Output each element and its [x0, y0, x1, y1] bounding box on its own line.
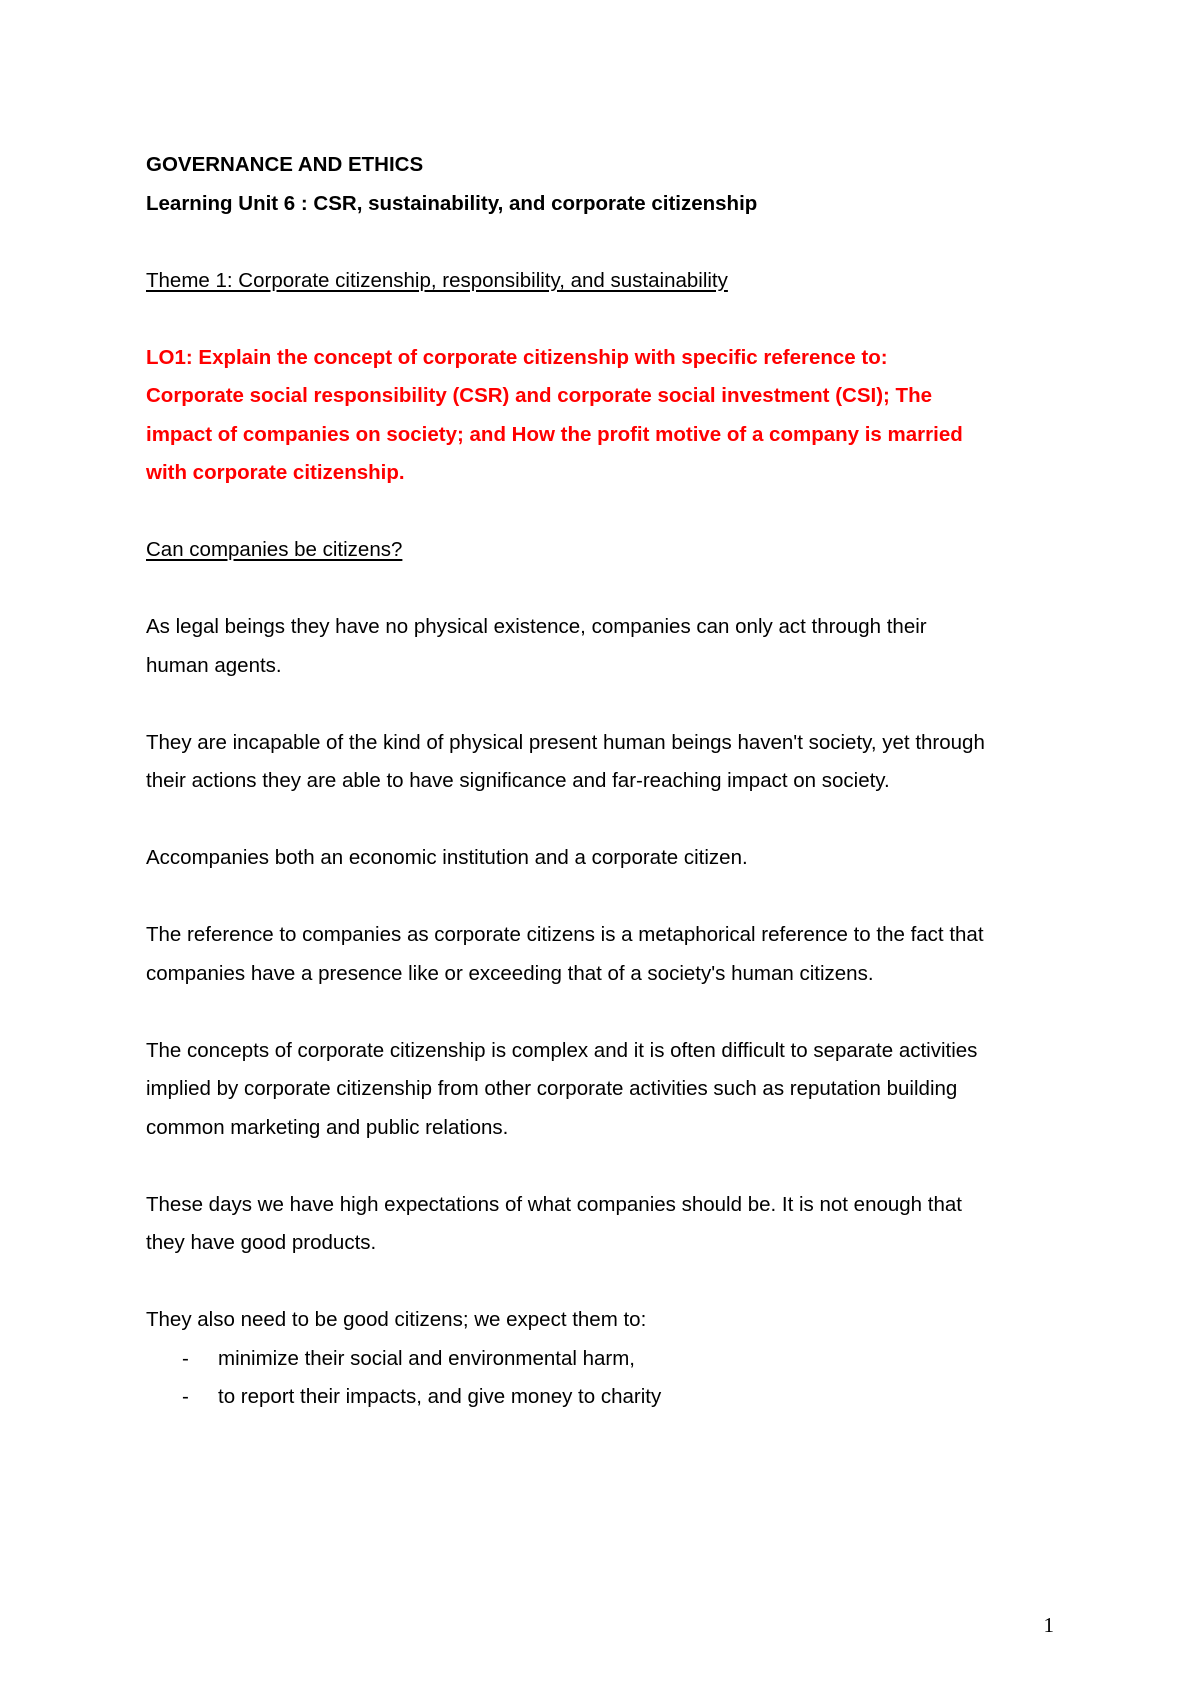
document-content — [146, 146, 1071, 1417]
paragraph — [146, 1301, 1071, 1340]
objective-line: Corporate social responsibility (CSR) and corporate social investment (CSI); The — [146, 384, 932, 407]
paragraph-line: The reference to companies as corporate citizens is a metaphorical reference to the fact that — [146, 923, 984, 946]
paragraph — [146, 839, 1071, 878]
paragraph — [146, 1186, 1071, 1263]
paragraph-line: their actions they are able to have significance and far-reaching impact on society. — [146, 769, 890, 792]
paragraph-line: As legal beings they have no physical existence, companies can only act through their — [146, 615, 927, 638]
learning-objective — [146, 339, 1071, 493]
paragraph-line: human agents. — [146, 653, 282, 677]
paragraph-line: they have good products. — [146, 1231, 377, 1254]
learning-unit-heading: Learning Unit 6 : CSR, sustainability, and corporate citizenship — [146, 191, 758, 215]
page-number: 1 — [1043, 1613, 1054, 1637]
paragraph — [146, 608, 1071, 685]
list-item — [146, 1378, 1071, 1417]
dash-bullet: - — [182, 1346, 189, 1370]
document-title: GOVERNANCE AND ETHICS — [146, 153, 424, 176]
theme-heading: Theme 1: Corporate citizenship, responsibility, and sustainability — [146, 268, 728, 292]
paragraph-line: implied by corporate citizenship from other corporate activities such as reputation building — [146, 1077, 958, 1100]
paragraph — [146, 1032, 1071, 1148]
paragraph-line: Accompanies both an economic institution and a corporate citizen. — [146, 846, 748, 869]
paragraph-line: companies have a presence like or exceeding that of a society's human citizens. — [146, 961, 874, 985]
section-heading: Can companies be citizens? — [146, 538, 403, 561]
paragraph-line: The concepts of corporate citizenship is complex and it is often difficult to separate activities — [146, 1038, 978, 1062]
paragraph — [146, 724, 1071, 801]
paragraph-line: common marketing and public relations. — [146, 1115, 509, 1139]
list-item-text: minimize their social and environmental harm, — [218, 1346, 636, 1370]
paragraph-line: These days we have high expectations of what companies should be. It is not enough that — [146, 1192, 962, 1216]
objective-line: with corporate citizenship. — [146, 461, 405, 484]
paragraph-line: They are incapable of the kind of physical present human beings haven't society, yet through — [146, 730, 985, 754]
list-item-text: to report their impacts, and give money to charity — [218, 1385, 662, 1408]
expectations-list — [146, 1340, 1071, 1417]
paragraph-line: They also need to be good citizens; we expect them to: — [146, 1308, 647, 1331]
list-item — [146, 1340, 1071, 1379]
objective-line: LO1: Explain the concept of corporate citizenship with specific reference to: — [146, 345, 888, 369]
dash-bullet: - — [182, 1385, 189, 1408]
objective-line: impact of companies on society; and How the profit motive of a company is married — [146, 422, 963, 446]
paragraph — [146, 916, 1071, 993]
